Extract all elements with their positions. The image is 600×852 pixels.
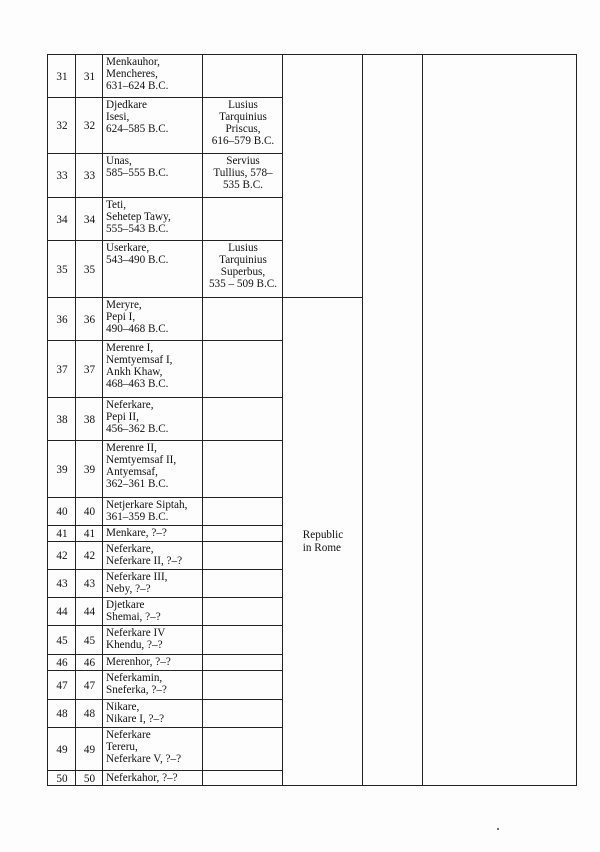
row-number-secondary: 47 bbox=[76, 671, 103, 700]
egyptian-ruler-cell: Neferkamin, Sneferka, ?–? bbox=[103, 671, 203, 700]
egyptian-ruler-cell: Neferkahor, ?–? bbox=[103, 771, 203, 786]
republic-in-rome-label: Republic in Rome bbox=[302, 529, 344, 554]
row-number-primary: 39 bbox=[48, 441, 76, 498]
roman-ruler-cell bbox=[203, 298, 283, 341]
row-number-secondary: 43 bbox=[76, 570, 103, 598]
page-speck bbox=[497, 828, 499, 830]
roman-ruler-cell bbox=[203, 526, 283, 542]
row-number-primary: 42 bbox=[48, 542, 76, 570]
egyptian-ruler-cell: Unas, 585–555 B.C. bbox=[103, 154, 203, 198]
roman-ruler-cell bbox=[203, 341, 283, 398]
egyptian-ruler-cell: Neferkare Tereru, Neferkare V, ?–? bbox=[103, 728, 203, 771]
egyptian-ruler-cell: Neferkare, Neferkare II, ?–? bbox=[103, 542, 203, 570]
row-number-primary: 35 bbox=[48, 241, 76, 298]
row-number-secondary: 42 bbox=[76, 542, 103, 570]
row-number-primary: 33 bbox=[48, 154, 76, 198]
row-number-secondary: 32 bbox=[76, 98, 103, 154]
empty-column-wide bbox=[423, 55, 577, 786]
row-number-secondary: 40 bbox=[76, 498, 103, 526]
roman-ruler-cell bbox=[203, 542, 283, 570]
egyptian-ruler-cell: Neferkare IV Khendu, ?–? bbox=[103, 626, 203, 655]
empty-column-narrow bbox=[363, 55, 423, 786]
row-number-primary: 41 bbox=[48, 526, 76, 542]
egyptian-ruler-cell: Neferkare III, Neby, ?–? bbox=[103, 570, 203, 598]
egyptian-ruler-cell: Merenre I, Nemtyemsaf I, Ankh Khaw, 468–463 B.C. bbox=[103, 341, 203, 398]
row-number-secondary: 46 bbox=[76, 655, 103, 671]
row-number-primary: 36 bbox=[48, 298, 76, 341]
row-number-primary: 45 bbox=[48, 626, 76, 655]
roman-ruler-cell bbox=[203, 655, 283, 671]
row-number-secondary: 36 bbox=[76, 298, 103, 341]
roman-ruler-cell bbox=[203, 671, 283, 700]
roman-ruler-cell: Lusius Tarquinius Superbus, 535 – 509 B.C. bbox=[203, 241, 283, 298]
row-number-primary: 47 bbox=[48, 671, 76, 700]
row-number-primary: 34 bbox=[48, 198, 76, 241]
row-number-primary: 32 bbox=[48, 98, 76, 154]
egyptian-ruler-cell: Merenre II, Nemtyemsaf II, Antyemsaf, 362–361 B.C. bbox=[103, 441, 203, 498]
table-row bbox=[48, 55, 577, 98]
roman-ruler-cell bbox=[203, 700, 283, 728]
row-number-secondary: 50 bbox=[76, 771, 103, 786]
row-number-secondary: 41 bbox=[76, 526, 103, 542]
row-number-primary: 49 bbox=[48, 728, 76, 771]
row-number-primary: 44 bbox=[48, 598, 76, 626]
row-number-primary: 46 bbox=[48, 655, 76, 671]
egyptian-ruler-cell: Menkare, ?–? bbox=[103, 526, 203, 542]
roman-ruler-cell bbox=[203, 441, 283, 498]
row-number-secondary: 48 bbox=[76, 700, 103, 728]
row-number-primary: 40 bbox=[48, 498, 76, 526]
republic-in-rome-cell bbox=[283, 298, 363, 786]
egyptian-ruler-cell: Userkare, 543–490 B.C. bbox=[103, 241, 203, 298]
egyptian-ruler-cell: Meryre, Pepi I, 490–468 B.C. bbox=[103, 298, 203, 341]
roman-ruler-cell: Servius Tullius, 578– 535 B.C. bbox=[203, 154, 283, 198]
roman-ruler-cell bbox=[203, 570, 283, 598]
roman-ruler-cell bbox=[203, 626, 283, 655]
roman-ruler-cell bbox=[203, 771, 283, 786]
egyptian-ruler-cell: Nikare, Nikare I, ?–? bbox=[103, 700, 203, 728]
row-number-secondary: 31 bbox=[76, 55, 103, 98]
row-number-primary: 48 bbox=[48, 700, 76, 728]
row-number-secondary: 37 bbox=[76, 341, 103, 398]
chronology-table bbox=[47, 54, 577, 786]
egyptian-ruler-cell: Menkauhor, Mencheres, 631–624 B.C. bbox=[103, 55, 203, 98]
row-number-secondary: 33 bbox=[76, 154, 103, 198]
roman-ruler-cell bbox=[203, 498, 283, 526]
row-number-primary: 43 bbox=[48, 570, 76, 598]
row-number-primary: 38 bbox=[48, 398, 76, 441]
roman-ruler-cell bbox=[203, 598, 283, 626]
row-number-primary: 37 bbox=[48, 341, 76, 398]
roman-ruler-cell bbox=[203, 398, 283, 441]
row-number-secondary: 35 bbox=[76, 241, 103, 298]
row-number-primary: 50 bbox=[48, 771, 76, 786]
roman-ruler-cell bbox=[203, 55, 283, 98]
egyptian-ruler-cell: Djetkare Shemai, ?–? bbox=[103, 598, 203, 626]
row-number-secondary: 39 bbox=[76, 441, 103, 498]
row-number-primary: 31 bbox=[48, 55, 76, 98]
egyptian-ruler-cell: Netjerkare Siptah, 361–359 B.C. bbox=[103, 498, 203, 526]
row-number-secondary: 44 bbox=[76, 598, 103, 626]
egyptian-ruler-cell: Teti, Sehetep Tawy, 555–543 B.C. bbox=[103, 198, 203, 241]
roman-ruler-cell bbox=[203, 728, 283, 771]
row-number-secondary: 49 bbox=[76, 728, 103, 771]
row-number-secondary: 45 bbox=[76, 626, 103, 655]
roman-ruler-cell: Lusius Tarquinius Priscus, 616–579 B.C. bbox=[203, 98, 283, 154]
row-number-secondary: 38 bbox=[76, 398, 103, 441]
row-number-secondary: 34 bbox=[76, 198, 103, 241]
egyptian-ruler-cell: Neferkare, Pepi II, 456–362 B.C. bbox=[103, 398, 203, 441]
roman-ruler-cell bbox=[203, 198, 283, 241]
egyptian-ruler-cell: Djedkare Isesi, 624–585 B.C. bbox=[103, 98, 203, 154]
egyptian-ruler-cell: Merenhor, ?–? bbox=[103, 655, 203, 671]
period-cell-upper bbox=[283, 55, 363, 298]
